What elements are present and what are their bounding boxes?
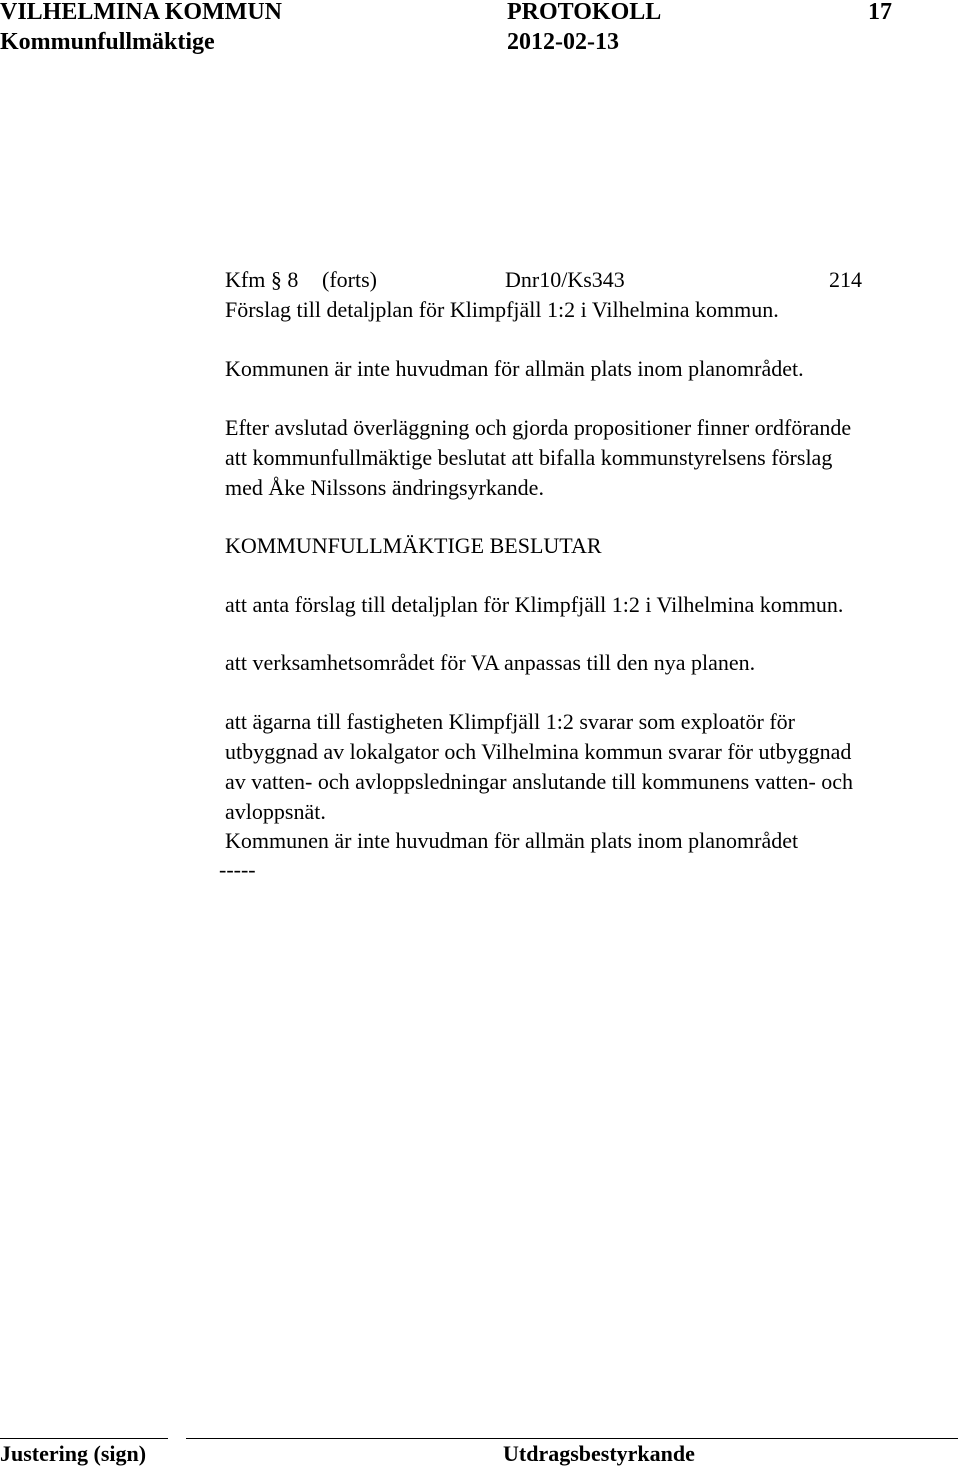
- meeting-date: 2012-02-13: [507, 29, 619, 55]
- decision-item: att anta förslag till detaljplan för Klimpfjäll 1:2 i Vilhelmina kommun.: [225, 592, 844, 617]
- note-paragraph: Kommunen är inte huvudman för allmän plats inom planområdet.: [225, 356, 804, 381]
- decision-item-line: av vatten- och avloppsledningar anslutande till kommunens vatten- och: [225, 769, 854, 794]
- end-marker: -----: [219, 857, 256, 882]
- item-number: 214: [829, 267, 862, 292]
- proposal-line: att kommunfullmäktige beslutat att bifalla kommunstyrelsens förslag: [225, 445, 833, 470]
- justering-label: Justering (sign): [0, 1441, 147, 1466]
- section-number: Kfm § 8: [225, 267, 299, 292]
- document-type: PROTOKOLL: [507, 0, 662, 25]
- justering-rule: [0, 1438, 168, 1439]
- proposal-line: Efter avslutad överläggning och gjorda propositioner finner ordförande: [225, 415, 852, 440]
- decision-item-line: avloppsnät.: [225, 799, 326, 824]
- body-name: Kommunfullmäktige: [0, 29, 215, 55]
- decision-heading: KOMMUNFULLMÄKTIGE BESLUTAR: [225, 533, 602, 558]
- utdrag-rule: [186, 1438, 958, 1439]
- decision-item-line: utbyggnad av lokalgator och Vilhelmina kommun svarar för utbyggnad: [225, 739, 852, 764]
- municipality-name: VILHELMINA KOMMUN: [0, 0, 282, 25]
- item-title: Förslag till detaljplan för Klimpfjäll 1:2 i Vilhelmina kommun.: [225, 297, 779, 322]
- page-number: 17: [868, 0, 892, 25]
- decision-item-line: att ägarna till fastigheten Klimpfjäll 1:2 svarar som exploatör för: [225, 709, 795, 734]
- closing-note: Kommunen är inte huvudman för allmän plats inom planområdet: [225, 828, 799, 853]
- decision-item: att verksamhetsområdet för VA anpassas till den nya planen.: [225, 650, 756, 675]
- proposal-line: med Åke Nilssons ändringsyrkande.: [225, 475, 544, 500]
- dnr-number: Dnr10/Ks343: [505, 267, 625, 292]
- continued-marker: (forts): [322, 267, 377, 292]
- utdrag-label: Utdragsbestyrkande: [503, 1441, 695, 1466]
